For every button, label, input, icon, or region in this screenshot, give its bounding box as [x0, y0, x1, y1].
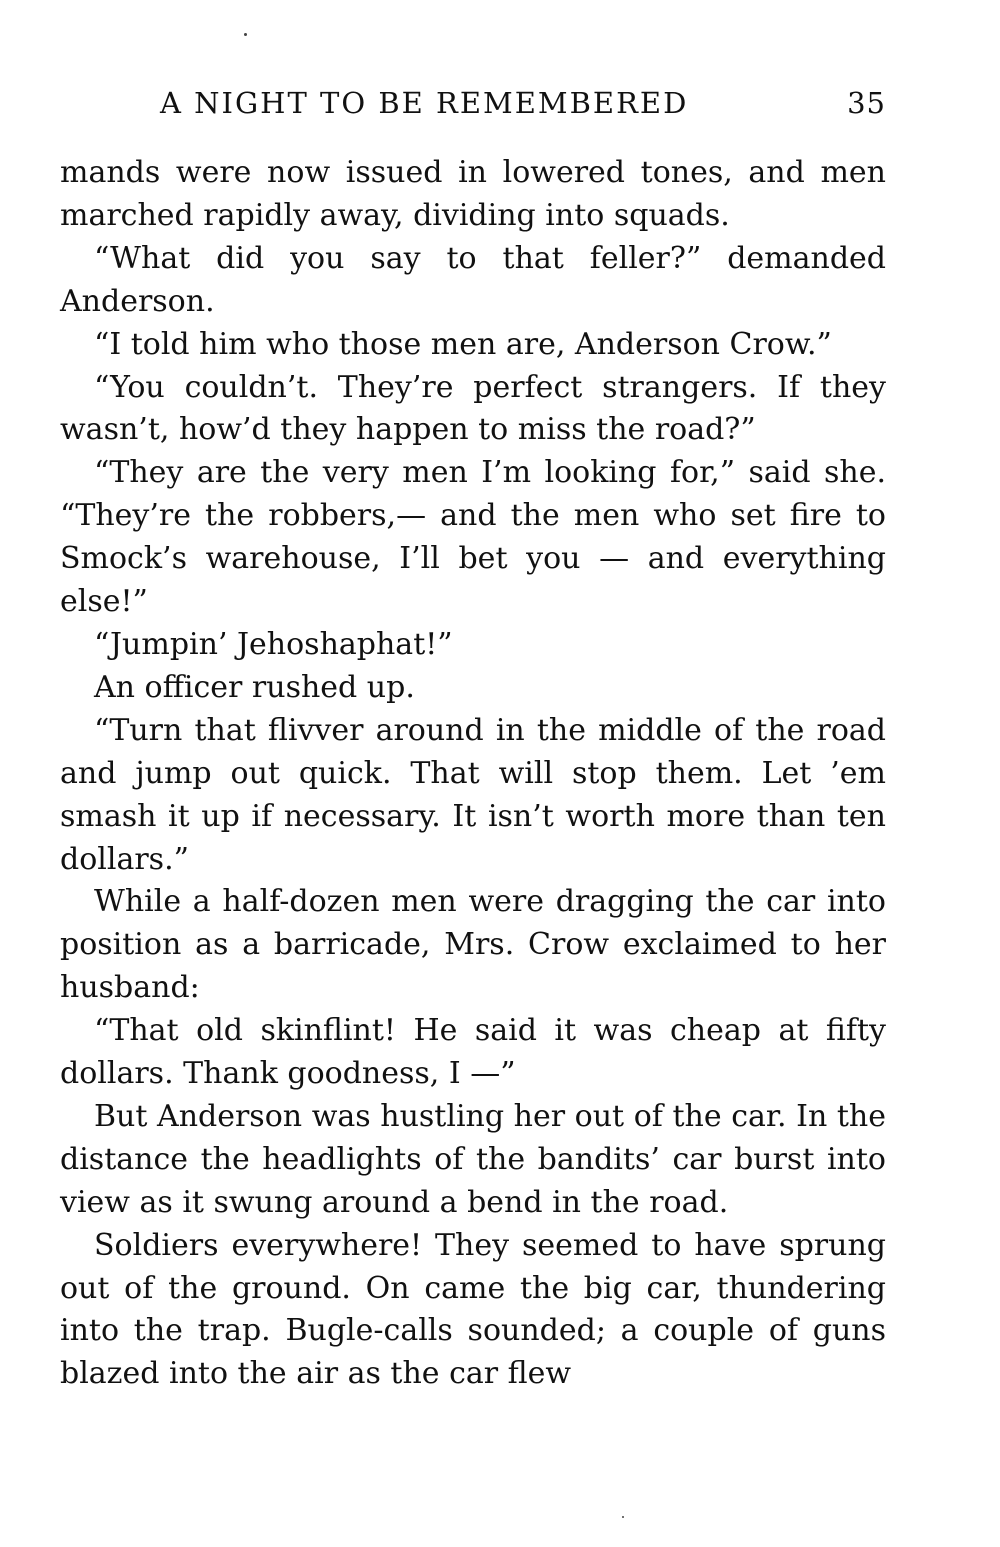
paragraph: “Turn that flivver around in the middle of the road and jump out quick. That will stop them. Let ’em smash it up if necessary. It isn’t worth more than ten dollars.”	[60, 712, 886, 877]
paragraph: While a half-dozen men were dragging the car into position as a barricade, Mrs. Crow exclaimed to her husband:	[60, 884, 886, 1006]
print-speck	[244, 33, 247, 36]
running-title: A NIGHT TO BE REMEMBERED	[160, 86, 689, 120]
page-number: 35	[847, 86, 886, 120]
paragraph: “Jumpin’ Jehoshaphat!”	[94, 626, 453, 662]
body-text	[60, 152, 886, 1396]
running-head	[160, 86, 886, 126]
paragraph: “They are the very men I’m looking for,” said she. “They’re the robbers,— and the men who set fire to Smock’s warehouse, I’ll bet you — and everything else!”	[60, 455, 886, 620]
paragraph: An officer rushed up.	[94, 669, 415, 705]
paragraph: mands were now issued in lowered tones, and men marched rapidly away, dividing into squads.	[60, 155, 886, 233]
paragraph: Soldiers everywhere! They seemed to have sprung out of the ground. On came the big car, thundering into the trap. Bugle-calls sounded; a couple of guns blazed into the air as the car flew	[60, 1227, 886, 1392]
print-speck	[622, 1516, 624, 1518]
paragraph: “I told him who those men are, Anderson Crow.”	[94, 326, 832, 362]
paragraph: “What did you say to that feller?” demanded Anderson.	[60, 240, 886, 319]
paragraph: “That old skinflint! He said it was cheap at fifty dollars. Thank goodness, I —”	[60, 1013, 886, 1092]
paragraph: “You couldn’t. They’re perfect strangers. If they wasn’t, how’d they happen to miss the road?”	[60, 369, 886, 448]
paragraph: But Anderson was hustling her out of the car. In the distance the headlights of the bandits’ car burst into view as it swung around a bend in the road.	[60, 1098, 886, 1220]
